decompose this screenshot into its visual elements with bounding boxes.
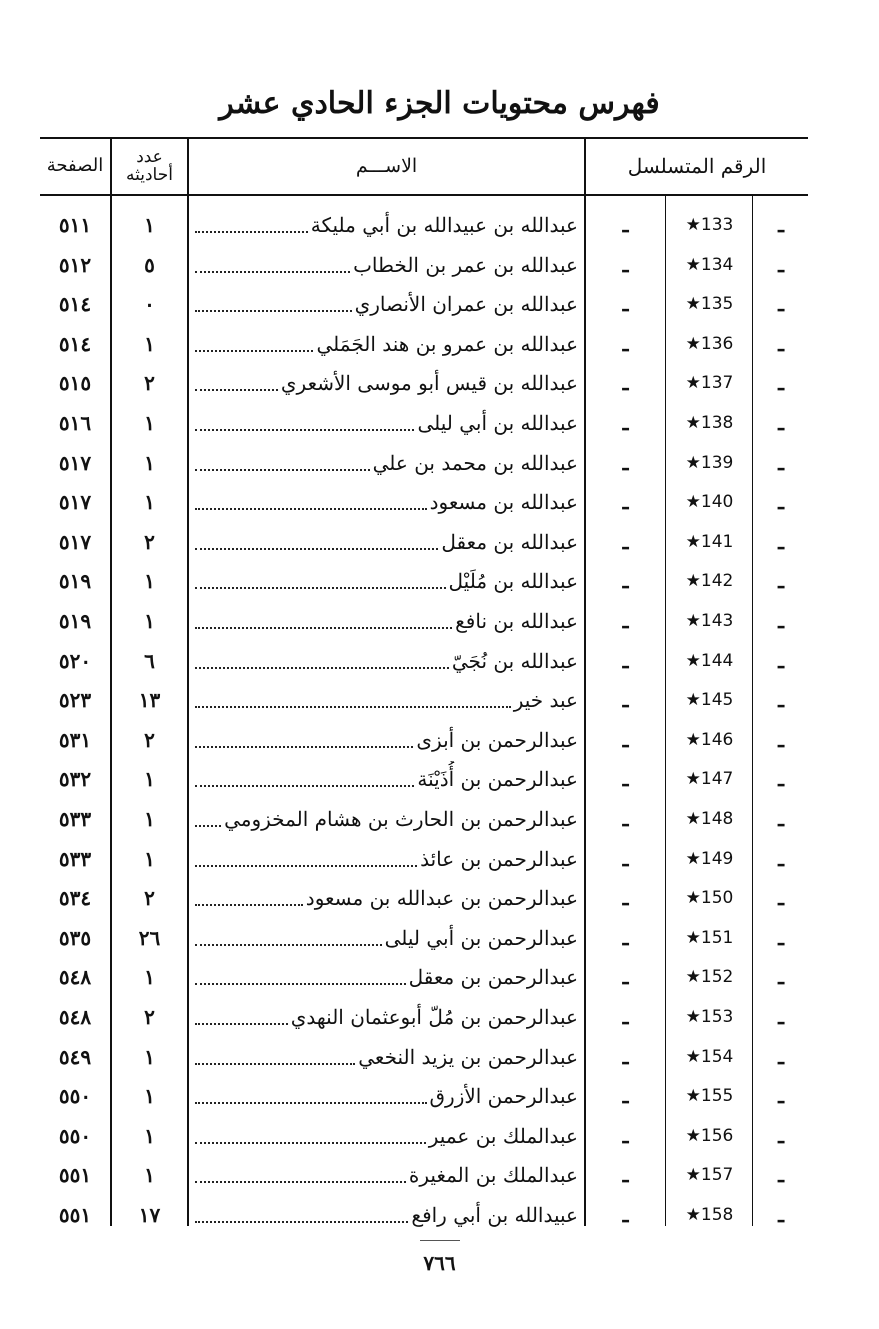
table-row xyxy=(40,801,808,841)
table-row xyxy=(40,1118,808,1158)
row-name-cell xyxy=(195,524,578,560)
index-table xyxy=(40,137,808,1226)
row-leader-dots xyxy=(195,310,352,312)
row-dash-inner: ـ xyxy=(622,213,629,237)
row-page: ٥١٩ xyxy=(58,569,92,594)
row-page: ٥٣٤ xyxy=(58,886,92,911)
table-row xyxy=(40,959,808,999)
row-name-cell xyxy=(195,1197,578,1233)
row-dash-outer: ـ xyxy=(778,648,784,673)
row-name-cell xyxy=(195,682,578,718)
row-leader-dots xyxy=(195,904,303,906)
row-hadith-count: ١ xyxy=(144,411,155,435)
row-leader-dots xyxy=(195,1063,355,1065)
row-page: ٥١٧ xyxy=(58,529,92,554)
row-page: ٥١٧ xyxy=(58,450,92,475)
row-name: عبدالله بن مُلَيْل xyxy=(448,569,578,594)
row-hadith-count: ٢ xyxy=(144,886,155,911)
row-name-cell xyxy=(195,999,578,1035)
row-serial-number: ★154 xyxy=(685,1046,734,1067)
table-row xyxy=(40,207,808,247)
row-leader-dots xyxy=(195,1142,426,1144)
row-dash-inner: ـ xyxy=(622,529,629,554)
row-dash-outer: ـ xyxy=(778,846,784,871)
row-name-cell xyxy=(195,959,578,995)
row-dash-outer: ـ xyxy=(778,490,784,515)
row-name-cell xyxy=(195,761,578,797)
row-serial-number: ★138 xyxy=(685,413,734,433)
row-name: عبدالرحمن الأزرق xyxy=(429,1084,578,1109)
row-hadith-count: ١ xyxy=(144,569,155,594)
row-dash-inner: ـ xyxy=(622,807,629,831)
row-name: عبدالله بن مسعود xyxy=(429,490,578,515)
row-leader-dots xyxy=(195,785,414,787)
row-serial-number: ★133 xyxy=(685,215,734,235)
row-name: عبدالله بن عمر بن الخطاب xyxy=(353,252,578,277)
row-dash-inner: ـ xyxy=(622,1123,629,1148)
row-serial-number: ★152 xyxy=(685,967,734,988)
table-row xyxy=(40,1078,808,1118)
row-name-cell xyxy=(195,207,578,243)
header-page: الصفحة xyxy=(46,154,104,176)
row-dash-inner: ـ xyxy=(622,886,629,911)
row-serial-number: ★149 xyxy=(685,848,734,869)
row-dash-outer: ـ xyxy=(778,1005,784,1029)
row-name: عبدالرحمن بن أُذَيْنَة xyxy=(417,767,578,792)
row-leader-dots xyxy=(195,944,382,946)
table-row xyxy=(40,326,808,366)
table-row xyxy=(40,999,808,1039)
row-dash-inner: ـ xyxy=(622,1084,629,1109)
row-page: ٥١٢ xyxy=(58,252,92,277)
row-dash-inner: ـ xyxy=(622,965,629,990)
table-row xyxy=(40,841,808,881)
row-dash-inner: ـ xyxy=(622,371,629,396)
table-row xyxy=(40,524,808,564)
row-dash-inner: ـ xyxy=(622,252,629,277)
row-dash-inner: ـ xyxy=(622,1203,629,1227)
table-row xyxy=(40,920,808,960)
table-row xyxy=(40,1157,808,1197)
row-name-cell xyxy=(195,326,578,362)
table-row xyxy=(40,365,808,405)
page-number: ٧٦٦ xyxy=(423,1251,456,1275)
row-hadith-count: ٠ xyxy=(144,292,155,317)
row-serial-number: ★141 xyxy=(685,531,734,552)
row-name: عبدالله بن نُجَيّ xyxy=(451,648,578,673)
row-page: ٥١١ xyxy=(58,213,92,237)
row-leader-dots xyxy=(195,746,413,748)
row-leader-dots xyxy=(195,667,449,669)
row-leader-dots xyxy=(195,231,308,233)
row-name-cell xyxy=(195,880,578,916)
row-page: ٥٣٢ xyxy=(58,767,92,792)
row-name: عبدالله بن معقل xyxy=(441,529,578,554)
table-row xyxy=(40,603,808,643)
row-leader-dots xyxy=(195,389,278,391)
row-name-cell xyxy=(195,286,578,322)
row-hadith-count: ١ xyxy=(144,807,155,831)
row-leader-dots xyxy=(195,587,446,589)
row-dash-outer: ـ xyxy=(778,1163,784,1188)
row-hadith-count: ٢ xyxy=(144,529,155,554)
row-dash-inner: ـ xyxy=(622,292,629,317)
row-page: ٥٣٣ xyxy=(58,846,92,871)
row-page: ٥١٦ xyxy=(58,411,92,435)
row-serial-number: ★143 xyxy=(685,611,734,631)
table-header-rule xyxy=(40,194,808,196)
row-dash-outer: ـ xyxy=(778,1084,784,1109)
row-hadith-count: ١ xyxy=(144,1044,155,1069)
row-leader-dots xyxy=(195,469,370,471)
row-name-cell xyxy=(195,365,578,401)
row-dash-inner: ـ xyxy=(622,609,629,633)
row-hadith-count: ١ xyxy=(144,1163,155,1188)
table-row xyxy=(40,445,808,485)
row-hadith-count: ٢٦ xyxy=(138,925,161,950)
row-leader-dots xyxy=(195,548,438,550)
table-row xyxy=(40,1039,808,1079)
row-hadith-count: ١٧ xyxy=(138,1203,161,1227)
row-serial-number: ★158 xyxy=(685,1205,734,1225)
row-hadith-count: ٢ xyxy=(144,727,155,752)
row-name-cell xyxy=(195,484,578,520)
row-page: ٥٥٠ xyxy=(58,1123,92,1148)
row-dash-inner: ـ xyxy=(622,569,629,594)
row-page: ٥٤٩ xyxy=(58,1044,92,1069)
row-hadith-count: ٦ xyxy=(144,648,155,673)
table-row xyxy=(40,484,808,524)
row-leader-dots xyxy=(195,1221,408,1223)
row-name-cell xyxy=(195,643,578,679)
row-name: عبدالرحمن بن يزيد النخعي xyxy=(358,1044,578,1069)
row-name-cell xyxy=(195,1118,578,1154)
row-dash-inner: ـ xyxy=(622,648,629,673)
footer-rule xyxy=(420,1240,460,1241)
row-leader-dots xyxy=(195,350,313,352)
row-dash-inner: ـ xyxy=(622,411,629,435)
row-name: عبدالله بن قيس أبو موسى الأشعري xyxy=(280,371,578,396)
header-count xyxy=(112,137,187,194)
header-count-line1: عدد xyxy=(136,146,163,167)
row-dash-outer: ـ xyxy=(778,807,784,831)
row-page: ٥١٥ xyxy=(58,371,92,396)
row-serial-number: ★156 xyxy=(685,1125,734,1146)
row-name-cell xyxy=(195,563,578,599)
row-serial-number: ★134 xyxy=(685,254,734,275)
row-dash-outer: ـ xyxy=(778,767,784,792)
row-page: ٥١٧ xyxy=(58,490,92,515)
row-dash-outer: ـ xyxy=(778,529,784,554)
row-leader-dots xyxy=(195,627,452,629)
row-name-cell xyxy=(195,445,578,481)
row-page: ٥٣٥ xyxy=(58,925,92,950)
row-hadith-count: ٥ xyxy=(144,252,155,277)
row-hadith-count: ٢ xyxy=(144,1005,155,1029)
header-serial: الرقم المتسلسل xyxy=(627,153,767,178)
row-name: عبدالله بن نافع xyxy=(455,609,578,633)
row-name: عبدالملك بن المغيرة xyxy=(408,1163,578,1188)
row-dash-inner: ـ xyxy=(622,331,629,356)
row-hadith-count: ١٣ xyxy=(138,688,161,713)
row-hadith-count: ١ xyxy=(144,965,155,990)
page-title: فهرس محتويات الجزء الحادي عشر xyxy=(219,86,660,121)
row-serial-number: ★136 xyxy=(685,333,734,354)
row-name: عبدالله بن محمد بن علي xyxy=(372,450,578,475)
row-serial-number: ★155 xyxy=(685,1086,734,1107)
row-dash-inner: ـ xyxy=(622,1163,629,1188)
table-row xyxy=(40,722,808,762)
row-name-cell xyxy=(195,1157,578,1193)
table-row xyxy=(40,880,808,920)
row-dash-outer: ـ xyxy=(778,411,784,435)
row-leader-dots xyxy=(195,1023,288,1025)
row-serial-number: ★146 xyxy=(685,729,734,750)
row-page: ٥٣١ xyxy=(58,727,92,752)
row-dash-outer: ـ xyxy=(778,331,784,356)
row-serial-number: ★135 xyxy=(685,294,734,315)
row-name-cell xyxy=(195,801,578,837)
row-page: ٥٥٠ xyxy=(58,1084,92,1109)
table-row xyxy=(40,1197,808,1237)
row-serial-number: ★140 xyxy=(685,492,734,513)
row-hadith-count: ١ xyxy=(144,846,155,871)
row-dash-outer: ـ xyxy=(778,371,784,396)
row-page: ٥٤٨ xyxy=(58,1005,92,1029)
row-dash-outer: ـ xyxy=(778,727,784,752)
row-name: عبدالرحمن بن أبزى xyxy=(416,727,578,752)
row-dash-inner: ـ xyxy=(622,1044,629,1069)
row-page: ٥٢٣ xyxy=(58,688,92,713)
row-name: عبيدالله بن أبي رافع xyxy=(411,1203,578,1227)
table-row xyxy=(40,286,808,326)
row-name: عبدالله بن عمرو بن هند الجَمَلي xyxy=(316,331,578,356)
row-page: ٥٣٣ xyxy=(58,807,92,831)
row-dash-outer: ـ xyxy=(778,1044,784,1069)
row-name: عبدالرحمن بن أبي ليلى xyxy=(384,925,578,950)
row-serial-number: ★144 xyxy=(685,650,734,671)
row-name: عبدالله بن عبيدالله بن أبي مليكة xyxy=(310,213,578,237)
row-name-cell xyxy=(195,920,578,956)
row-page: ٥٥١ xyxy=(58,1203,92,1227)
row-page: ٥١٩ xyxy=(58,609,92,633)
row-leader-dots xyxy=(195,825,221,827)
row-dash-inner: ـ xyxy=(622,450,629,475)
row-hadith-count: ١ xyxy=(144,490,155,515)
row-leader-dots xyxy=(195,865,417,867)
row-dash-inner: ـ xyxy=(622,925,629,950)
row-dash-outer: ـ xyxy=(778,450,784,475)
row-serial-number: ★151 xyxy=(685,927,734,948)
row-hadith-count: ١ xyxy=(144,1084,155,1109)
row-page: ٥٢٠ xyxy=(58,648,92,673)
row-dash-inner: ـ xyxy=(622,767,629,792)
table-row xyxy=(40,682,808,722)
row-name: عبدالملك بن عمير xyxy=(428,1123,578,1148)
row-page: ٥١٤ xyxy=(58,331,92,356)
row-serial-number: ★157 xyxy=(685,1165,734,1186)
row-serial-number: ★145 xyxy=(685,690,734,711)
row-leader-dots xyxy=(195,1102,427,1104)
table-row xyxy=(40,247,808,287)
row-dash-outer: ـ xyxy=(778,213,784,237)
row-dash-inner: ـ xyxy=(622,688,629,713)
row-dash-outer: ـ xyxy=(778,1203,784,1227)
row-leader-dots xyxy=(195,508,427,510)
row-name: عبدالرحمن بن عبدالله بن مسعود xyxy=(305,886,578,911)
row-leader-dots xyxy=(195,271,350,273)
row-dash-outer: ـ xyxy=(778,925,784,950)
row-dash-outer: ـ xyxy=(778,292,784,317)
row-dash-inner: ـ xyxy=(622,490,629,515)
row-name: عبد خير xyxy=(513,688,578,713)
row-hadith-count: ١ xyxy=(144,609,155,633)
row-dash-outer: ـ xyxy=(778,252,784,277)
row-leader-dots xyxy=(195,983,406,985)
row-name-cell xyxy=(195,405,578,441)
row-hadith-count: ١ xyxy=(144,213,155,237)
row-dash-outer: ـ xyxy=(778,1123,784,1148)
table-row xyxy=(40,643,808,683)
row-name: عبدالرحمن بن مُلّ أبوعثمان النهدي xyxy=(290,1005,578,1029)
row-serial-number: ★147 xyxy=(685,769,734,790)
row-hadith-count: ٢ xyxy=(144,371,155,396)
row-name-cell xyxy=(195,603,578,639)
row-page: ٥١٤ xyxy=(58,292,92,317)
row-page: ٥٥١ xyxy=(58,1163,92,1188)
row-serial-number: ★137 xyxy=(685,373,734,394)
table-row xyxy=(40,563,808,603)
row-dash-inner: ـ xyxy=(622,846,629,871)
row-name-cell xyxy=(195,1078,578,1114)
row-name: عبدالله بن أبي ليلى xyxy=(417,411,578,435)
row-name: عبدالرحمن بن معقل xyxy=(408,965,578,990)
row-serial-number: ★148 xyxy=(685,809,734,829)
row-name-cell xyxy=(195,841,578,877)
row-name-cell xyxy=(195,247,578,283)
row-serial-number: ★139 xyxy=(685,452,734,473)
row-name-cell xyxy=(195,722,578,758)
header-count-line2: أحاديثه xyxy=(126,164,173,185)
table-row xyxy=(40,761,808,801)
row-dash-outer: ـ xyxy=(778,609,784,633)
row-hadith-count: ١ xyxy=(144,450,155,475)
row-dash-outer: ـ xyxy=(778,965,784,990)
row-dash-inner: ـ xyxy=(622,727,629,752)
row-serial-number: ★153 xyxy=(685,1007,734,1027)
row-serial-number: ★142 xyxy=(685,571,734,592)
row-leader-dots xyxy=(195,706,511,708)
row-hadith-count: ١ xyxy=(144,767,155,792)
row-name-cell xyxy=(195,1039,578,1075)
row-name: عبدالرحمن بن الحارث بن هشام المخزومي xyxy=(224,807,578,831)
row-leader-dots xyxy=(195,1181,406,1183)
row-dash-outer: ـ xyxy=(778,688,784,713)
row-hadith-count: ١ xyxy=(144,331,155,356)
table-row xyxy=(40,405,808,445)
row-hadith-count: ١ xyxy=(144,1123,155,1148)
row-name: عبدالرحمن بن عائذ xyxy=(420,846,578,871)
header-name: الاســـم xyxy=(355,154,418,177)
row-dash-outer: ـ xyxy=(778,886,784,911)
row-page: ٥٤٨ xyxy=(58,965,92,990)
row-leader-dots xyxy=(195,429,414,431)
row-name: عبدالله بن عمران الأنصاري xyxy=(354,292,578,317)
row-serial-number: ★150 xyxy=(685,888,734,909)
row-dash-inner: ـ xyxy=(622,1005,629,1029)
row-dash-outer: ـ xyxy=(778,569,784,594)
